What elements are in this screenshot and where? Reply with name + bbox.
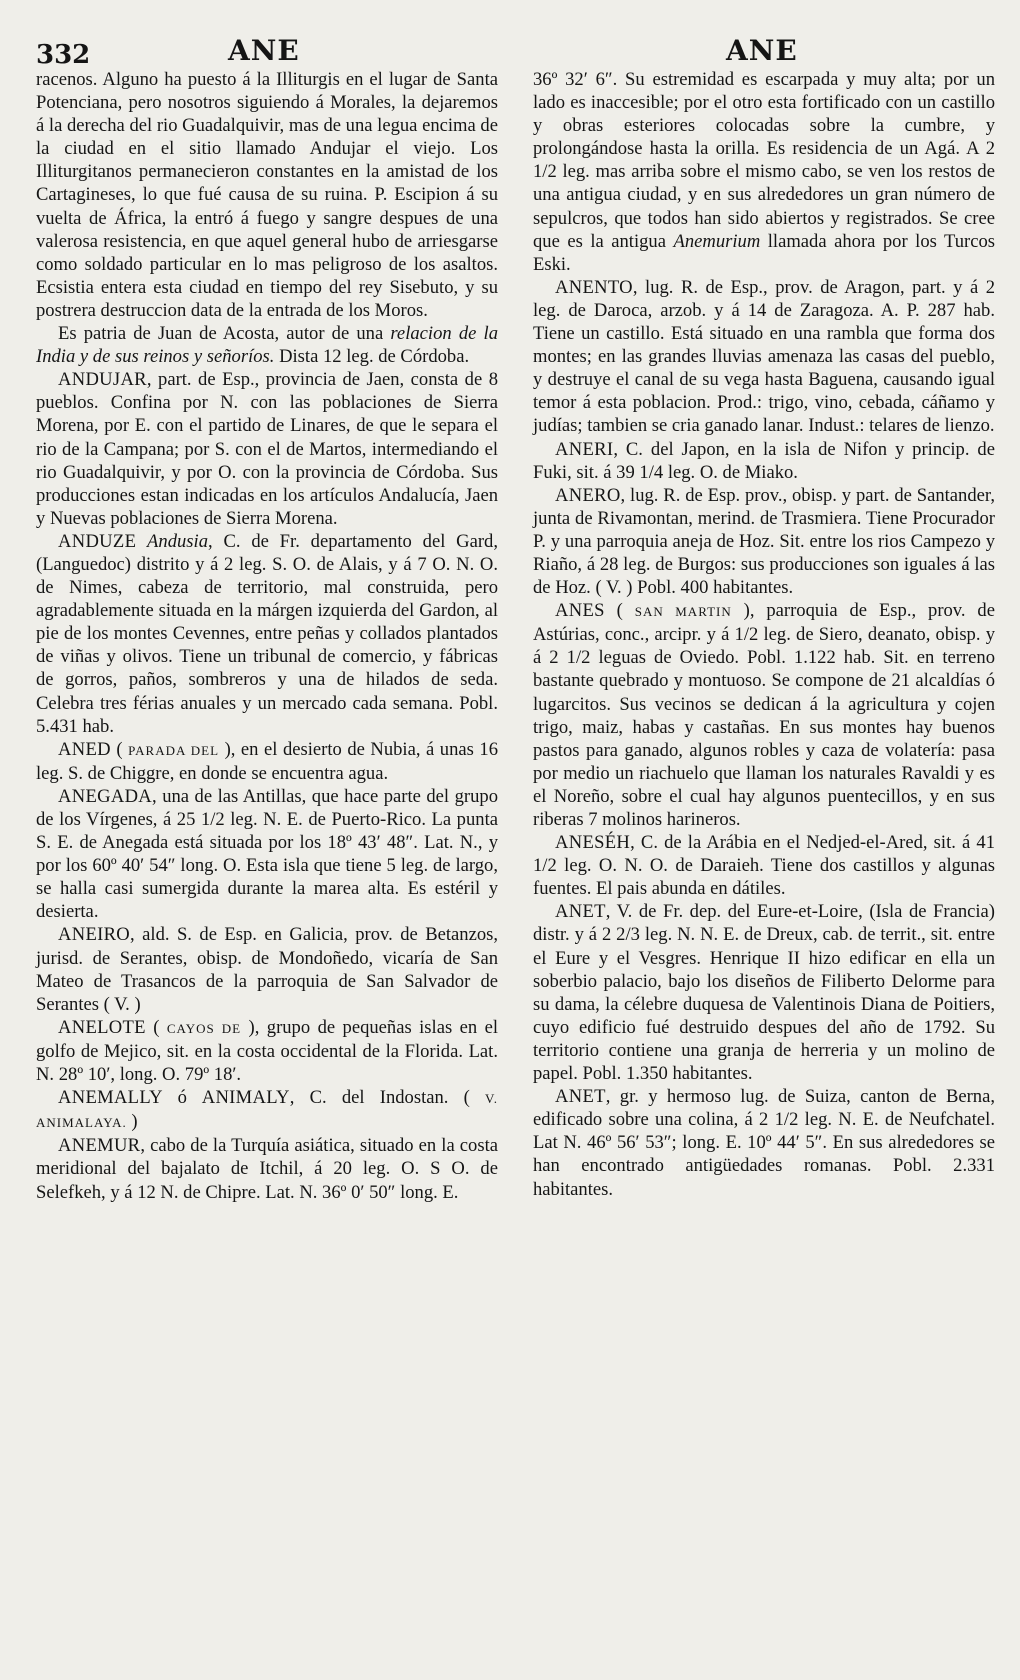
entry-text: ) [126,1111,138,1133]
dictionary-entry-anduze [36,530,498,738]
dictionary-entry-anes [533,599,995,831]
entry-text: , part. de Esp., provincia de Jaen, consta de 8 pueblos. Confina por N. con las poblaciones de Sierra Morena, por E. con el partido de Linares, de que le separa el rio de la Campana; por S. con el de Martos, intermediando el rio Guadalquivir, y por O. con la provincia de Córdoba. Sus producciones estan indicadas en los artículos Andalucía, Jaen y Nuevas poblaciones de Sierra Morena. [36,369,498,529]
dictionary-entry-andujar-part [36,368,498,530]
entry-headword: ANERO [555,484,621,506]
entry-text: , lug. R. de Esp. prov., obisp. y part. de Santander, junta de Rivamontan, merind. de Trasmiera. Tiene Procurador P. y una parroquia aneja de Hoz. Sit. entre los rios Campezo y Riaño, á 28 leg. de Burgos: sus producciones son iguales á las de Hoz. ( V. ) Pobl. 400 habitantes. [533,484,995,599]
dictionary-entry-andujar-acosta [36,322,498,368]
entry-text [136,531,147,552]
dictionary-entry-anegada [36,785,498,924]
entry-headword: ANDUZE [58,530,137,552]
entry-text: ( [110,738,129,760]
dictionary-entry-anero [533,484,995,599]
page-number: 332 [36,40,91,70]
entry-headword: ANET [555,1086,606,1108]
dictionary-entry-anento [533,276,995,438]
entry-text: ), parroquia de Esp., prov. de Astúrias, conc., arcipr. y á 1/2 leg. de Siero, deanato, obisp. y á 2 1/2 leguas de Oviedo. Pobl. 1.122 hab. Sit. en terreno bastante quebrado y montuoso. Se compone de 21 alcaldías ó lugarcitos. Sus vecinos se dedican á la agricultura y cojen trigo, maiz, habas y castañas. En sus montes hay buenos pastos para ganado, algunos robles y caza de volatería: pasa por medio un riachuelo que llaman los naturales Ravaldi y es el Noreño, sobre el cual hay algunos puentecillos, y en sus riberas 7 molinos harineros. [533,600,995,830]
entry-headword: ANEMALLY ó ANIMALY [58,1087,290,1109]
entry-text: , C. de Fr. departamento del Gard, (Languedoc) distrito y á 2 leg. S. O. de Alais, y á 7 O. N. O. de Nimes, cabeza de territorio, mal construida, pero agradablemente situada en la márgen izquierda del Gardon, al pie de los montes Cevennes, entre peñas y collados plantados de viñas y olivos. Tiene un tribunal de comercio, y fábricas de gorros, paños, sombreros y una de hilados de seda. Celebra tres férias anuales y un mercado cada semana. Pobl. 5.431 hab. [36,530,498,737]
dictionary-entry-andujar-cont [36,68,498,322]
dictionary-entry-anelote [36,1016,498,1086]
running-head-left: ANE [228,34,300,67]
entry-text: , C. del Indostan. ( [289,1087,486,1109]
dictionary-entry-anemally [36,1086,498,1134]
entry-headword: ANEIRO [58,924,131,946]
small-caps-text: PARADA DEL [128,742,220,758]
entry-headword: ANET [555,901,606,923]
entry-headword: ANENTO [555,276,633,298]
small-caps-text: SAN MARTIN [634,604,732,620]
left-column [36,68,498,1204]
entry-text: Dista 12 leg. de Córdoba. [274,346,470,368]
dictionary-entry-anet-francia [533,900,995,1085]
small-caps-text: CAYOS DE [166,1020,242,1036]
entry-text: ), en el desierto de Nubia, á unas 16 leg. S. de Chiggre, en donde se encuentra agua. [36,738,498,784]
dictionary-entry-aneiro [36,923,498,1015]
entry-headword: ANDUJAR [58,369,147,391]
entry-text: , C. de la Arábia en el Nedjed-el-Ared, sit. á 41 1/2 leg. O. N. O. de Daraieh. Tiene dos castillos y algunas fuentes. El pais abunda en dátiles. [533,832,995,900]
dictionary-entry-anet-suiza [533,1085,995,1200]
entry-text: ), grupo de pequeñas islas en el golfo de Mejico, sit. en la costa occidental de la Florida. Lat. N. 28º 10′, long. O. 79º 18′. [36,1016,499,1086]
entry-headword: ANERI [555,438,614,460]
entry-headword: ANESÉH [555,832,631,854]
running-head-right: ANE [726,34,798,67]
entry-text: , una de las Antillas, que hace parte del grupo de los Vírgenes, á 25 1/2 leg. N. E. de Puerto-Rico. La punta S. E. de Anegada está situada por los 18º 43′ 48″. Lat. N., y por los 60º 40′ 54″ long. O. Esta isla que tiene 5 leg. de largo, se halla casi sumergida durante la marea alta. Es estéril y desierta. [36,785,498,923]
entry-text: racenos. Alguno ha puesto á la Illiturgis en el lugar de Santa Potenciana, pero nosotros siguiendo á Morales, la dejaremos á la derecha del rio Guadalquivir, mas de una legua encima de la ciudad en el sitio llamado Andujar el viejo. Los Illiturgitanos permanecieron constantes en la amistad de los Cartagineses, lo que fué causa de su ruina. P. Escipion á su vuelta de África, la entró á fuego y sangre despues de una valerosa resistencia, en que aquel general hubo de arriesgarse como soldado particular en lo mas peligroso de los asaltos. Ecsistia entera esta ciudad en tiempo del rey Sisebuto, y su postrera destruccion data de la entrada de los Moros. [36,69,498,321]
entry-text: 36º 32′ 6″. Su estremidad es escarpada y muy alta; por un lado es inaccesible; por el otro esta fortificado con un castillo y obras esteriores colocadas sobre la cumbre, y prolongándose hasta la orilla. Es residencia de un Agá. A 2 1/2 leg. mas arriba sobre el mismo cabo, se ven los restos de una antigua ciudad, y en sus alrededores un gran número de sepulcros, que todos han sido abiertos y registrados. Se cree que es la antigua [533,69,995,252]
entry-text: Es patria de Juan de Acosta, autor de una [58,323,391,345]
entry-text: ( [604,600,635,622]
entry-text: , lug. R. de Esp., prov. de Aragon, part. y á 2 leg. de Daroca, arzob. y á 14 de Zaragoza. A. P. 287 hab. Tiene un castillo. Está situado en una rambla que forma dos montes; en las grandes lluvias amenaza las casas del pueblo, y destruye el canal de su vega hasta Baguena, causando igual temor á esta poblacion. Prod.: trigo, vino, cebada, cáñamo y judías; tambien se cria ganado lanar. Indust.: telares de lienzo. [533,276,995,437]
entry-text: , V. de Fr. dep. del Eure-et-Loire, (Isla de Francia) distr. y á 2 2/3 leg. N. N. E. de Dreux, cab. de territ., sit. entre el Eure y el Vesgres. Henrique II hizo edificar en ella un soberbio palacio, bajo los diseños de Filiberto Delorme para su dama, la célebre duquesa de Valentinois Diana de Poitiers, cuyo edificio fué destruido despues del año de 1792. Su territorio contiene una granja de herreria y un molino de papel. Pobl. 1.350 habitantes. [533,901,995,1085]
dictionary-entry-aned [36,738,498,785]
entry-headword: ANES [555,600,605,622]
dictionary-entry-anemur-cont [533,68,995,276]
dictionary-entry-aneseh [533,831,995,900]
right-column [533,68,995,1201]
entry-text: , ald. S. de Esp. en Galicia, prov. de Betanzos, jurisd. de Serantes, obisp. de Mondoñedo, vicaría de San Mateo de Trasancos de la parroquia de San Salvador de Serantes ( V. ) [36,924,498,1015]
italic-text: Anemurium [673,230,761,252]
entry-headword: ANEMUR [58,1135,141,1157]
italic-text: Andusia [147,530,208,552]
entry-headword: ANEGADA [58,785,153,807]
entry-text: ( [145,1016,167,1038]
entry-headword: ANED [58,738,111,760]
entry-text: , cabo de la Turquía asiática, situado en la costa meridional del bajalato de Itchil, á 20 leg. O. S O. de Selefkeh, y á 12 N. de Chipre. Lat. N. 36º 0′ 50″ long. E. [36,1135,498,1203]
entry-text: , C. del Japon, en la isla de Nifon y princip. de Fuki, sit. á 39 1/4 leg. O. de Miako. [533,438,995,483]
small-caps-text: V. ANIMALAYA. [36,1091,498,1131]
entry-headword: ANELOTE [58,1016,146,1038]
entry-text: , gr. y hermoso lug. de Suiza, canton de Berna, edificado sobre una colina, á 2 1/2 leg. N. E. de Neufchatel. Lat N. 46º 56′ 53″; long. E. 10º 44′ 5″. En sus alrededores se han encontrado antigüedades romanas. Pobl. 2.331 habitantes. [533,1086,995,1200]
dictionary-entry-aneri [533,438,995,484]
italic-text: relacion de la India y de sus reinos y señoríos. [36,323,498,368]
entry-text: llamada ahora por los Turcos Eski. [533,230,996,275]
dictionary-entry-anemur [36,1134,498,1203]
